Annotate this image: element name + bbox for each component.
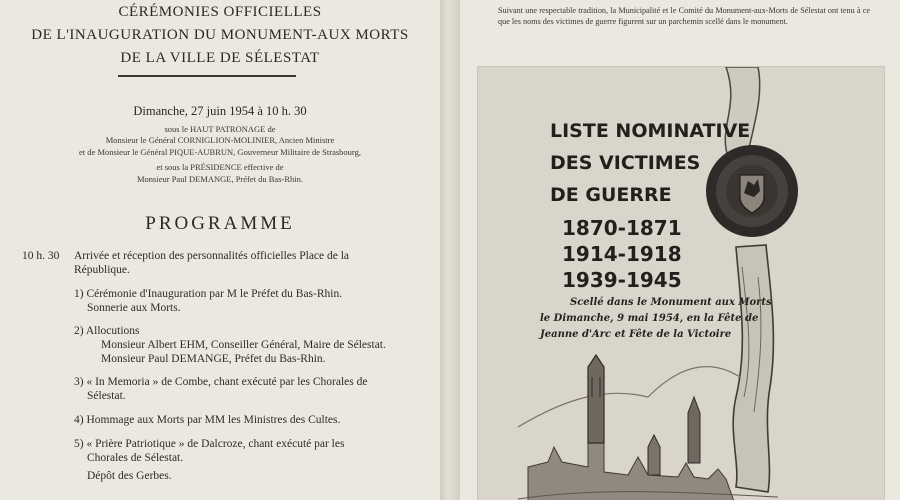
- right-page: [460, 0, 900, 500]
- programme-line: 2) Allocutions: [74, 325, 140, 337]
- patronage-line-3: et de Monsieur le Général PIQUE-AUBRUN, Gouverneur Militaire de Strasbourg,: [79, 147, 361, 157]
- programme-line: Dépôt des Gerbes.: [87, 470, 172, 482]
- programme-time: 10 h. 30: [22, 250, 60, 262]
- programme-line: Monsieur Albert EHM, Conseiller Général, Maire de Sélestat.: [101, 339, 386, 351]
- patronage-line-2: Monsieur le Général CORNIGLION-MOLINIER, Ancien Ministre: [105, 135, 335, 145]
- programme-line: Chorales de Sélestat.: [87, 452, 184, 464]
- parchment-drawing: [478, 67, 885, 500]
- programme-line: Monsieur Paul DEMANGE, Préfet du Bas-Rhin.: [101, 353, 326, 365]
- parchment-illustration: [477, 66, 885, 500]
- programme-line: 3) « In Memoria » de Combe, chant exécuté par les Chorales de: [74, 376, 368, 388]
- book-gutter: [440, 0, 460, 500]
- programme-line: Arrivée et réception des personnalités officielles Place de la: [74, 250, 350, 262]
- patronage-line-5: Monsieur Paul DEMANGE, Préfet du Bas-Rhin.: [137, 174, 303, 184]
- art-title-line-3: DE GUERRE: [550, 184, 672, 206]
- programme-line: Sélestat.: [87, 390, 126, 402]
- programme-line: 4) Hommage aux Morts par MM les Ministres des Cultes.: [74, 414, 341, 426]
- intro-paragraph: Suivant une respectable tradition, la Municipalité et le Comité du Monument-aux-Morts de Sélestat ont tenu à ce que les noms des victimes de guerre figurent sur un parchemin scellé dans le monument.: [498, 6, 870, 27]
- art-caption-1: Scellé dans le Monument aux Morts: [570, 297, 772, 308]
- patronage-line-4: et sous la PRÉSIDENCE effective de: [156, 162, 284, 172]
- programme-line: 1) Cérémonie d'Inauguration par M le Préfet du Bas-Rhin.: [74, 288, 343, 300]
- art-title-line-2: DES VICTIMES: [550, 152, 701, 174]
- ceremony-date: Dimanche, 27 juin 1954 à 10 h. 30: [133, 104, 307, 118]
- header-rule: [118, 75, 296, 77]
- left-page: [0, 0, 440, 500]
- header-line-2: DE L'INAUGURATION DU MONUMENT-AUX MORTS: [31, 27, 409, 43]
- art-caption-3: Jeanne d'Arc et Fête de la Victoire: [540, 329, 732, 340]
- header-line-1: CÉRÉMONIES OFFICIELLES: [118, 4, 322, 20]
- art-years-1: 1870-1871: [562, 216, 682, 240]
- programme-line: Sonnerie aux Morts.: [87, 302, 181, 314]
- header-line-3: DE LA VILLE DE SÉLESTAT: [120, 50, 320, 66]
- programme-line: République.: [74, 264, 130, 276]
- programme-line: 5) « Prière Patriotique » de Dalcroze, chant exécuté par les: [74, 438, 345, 450]
- art-caption-2: le Dimanche, 9 mai 1954, en la Fête de: [540, 313, 759, 324]
- art-years-3: 1939-1945: [562, 268, 682, 292]
- art-title-line-1: LISTE NOMINATIVE: [550, 120, 751, 142]
- art-years-2: 1914-1918: [562, 242, 682, 266]
- patronage-line-1: sous le HAUT PATRONAGE de: [164, 124, 276, 134]
- programme-title: PROGRAMME: [145, 213, 295, 234]
